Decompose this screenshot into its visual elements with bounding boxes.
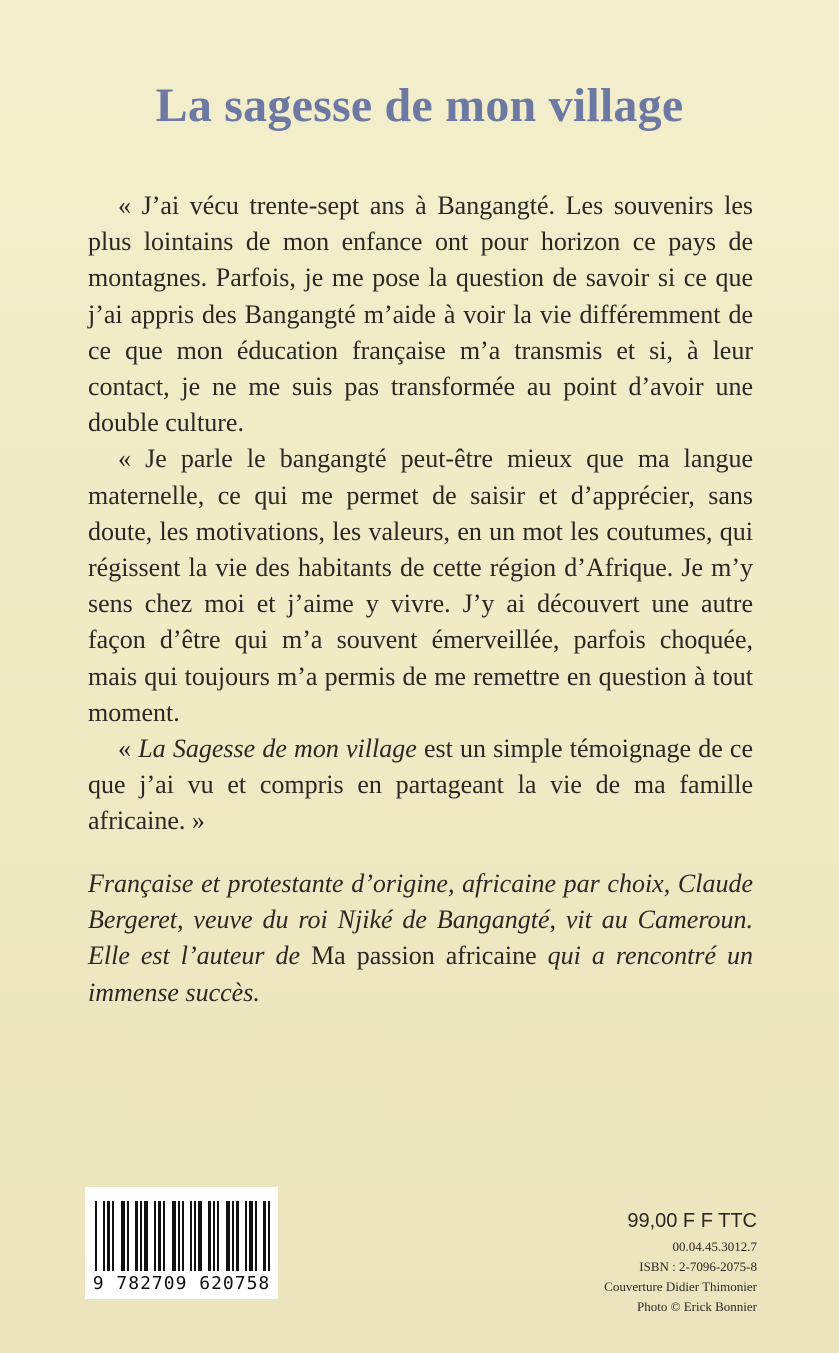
blurb-paragraph-1: « J’ai vécu trente-sept ans à Bangangté. Les souvenirs les plus lointains de mon enfance ont pour horizon ce pays de montagnes. Parfois, je me pose la question de savoir si ce que j’ai appris des Bangangté m’aide à voir la vie différemment de ce que mon éducation française m’a transmis et si, à leur contact, je ne me suis pas transformée au point d’avoir une double culture.	[88, 191, 753, 438]
blurb	[88, 188, 753, 840]
publication-info	[604, 1210, 757, 1317]
blurb-paragraph-2: « Je parle le bangangté peut-être mieux que ma langue maternelle, ce qui me permet de saisir et d’apprécier, sans doute, les motivations, les valeurs, en un mot les coutumes, qui régissent la vie des habitants de cette région d’Afrique. Je m’y sens chez moi et j’aime y vivre. J’y ai découvert une autre façon d’être qui m’a souvent émerveillée, parfois choquée, mais qui toujours m’a permis de me remettre en question à tout moment.	[88, 444, 753, 727]
blurb-paragraph-3	[88, 731, 753, 840]
price: 99,00 F F TTC	[627, 1210, 757, 1232]
author-bio	[88, 866, 753, 1011]
open-quote: «	[118, 734, 139, 764]
barcode	[85, 1187, 278, 1299]
photo-credit: Photo © Erick Bonnier	[636, 1299, 757, 1314]
catalog-code: 00.04.45.3012.7	[672, 1239, 757, 1254]
barcode-bars	[95, 1201, 270, 1271]
cover-credit: Couverture Didier Thimonier	[604, 1279, 757, 1294]
book-title-reference: La Sagesse de mon village	[138, 734, 417, 764]
blurb-paragraph-3-rest: est un simple témoignage de ce que j’ai vu et compris en partageant la vie de ma famille africaine. »	[88, 734, 754, 836]
book-title: La sagesse de mon village	[155, 79, 684, 132]
author-bio-part-2: qui a rencontré un immense succès.	[88, 941, 753, 1007]
author-bio-part-1: Française et protestante d’origine, africaine par choix, Claude Bergeret, veuve du roi Njiké de Bangangté, vit au Cameroun. Elle est l’auteur de	[88, 869, 753, 971]
author-bio-book: Ma passion africaine	[311, 941, 537, 971]
barcode-number: 9 782709 620758	[92, 1273, 271, 1294]
isbn: ISBN : 2-7096-2075-8	[639, 1259, 757, 1274]
